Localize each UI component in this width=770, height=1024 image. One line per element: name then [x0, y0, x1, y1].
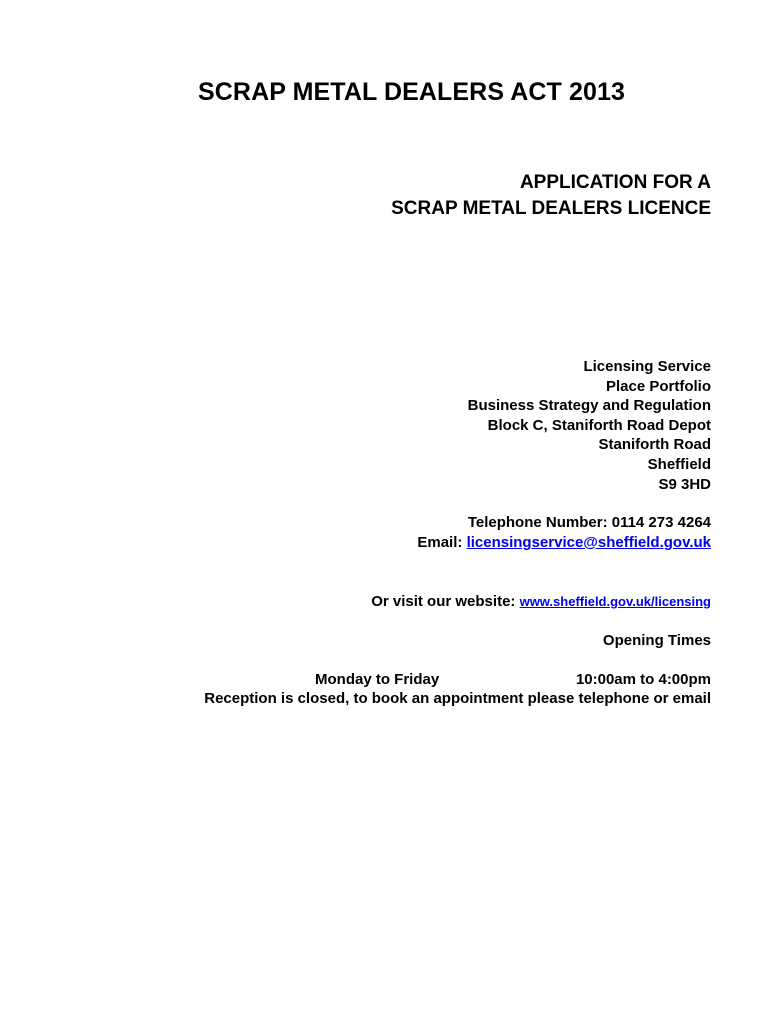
address-line-postcode: S9 3HD — [658, 475, 711, 493]
address-line-service: Licensing Service — [583, 358, 711, 375]
address-line-street: Staniforth Road — [598, 436, 711, 454]
email-label: Email: — [417, 534, 467, 551]
opening-times-heading: Opening Times — [602, 632, 711, 649]
address-block — [468, 357, 711, 494]
telephone-line: Telephone Number: 0114 273 4264 — [467, 514, 711, 531]
address-line-building: Block C, Staniforth Road Depot — [487, 416, 711, 434]
document-subtitle — [391, 170, 711, 222]
website-link[interactable]: www.sheffield.gov.uk/licensing — [519, 594, 711, 609]
subtitle-line-1: APPLICATION FOR A — [519, 172, 711, 193]
opening-hours: 10:00am to 4:00pm — [575, 671, 711, 688]
website-line — [371, 592, 711, 612]
document-title: SCRAP METAL DEALERS ACT 2013 — [198, 78, 625, 106]
contact-block — [417, 513, 711, 553]
address-line-department: Business Strategy and Regulation — [467, 397, 711, 415]
email-line — [417, 533, 711, 553]
address-line-city: Sheffield — [647, 455, 711, 473]
subtitle-line-2: SCRAP METAL DEALERS LICENCE — [391, 198, 711, 219]
website-label: Or visit our website: — [371, 593, 520, 610]
reception-note: Reception is closed, to book an appointment please telephone or email — [204, 690, 711, 707]
opening-days: Monday to Friday — [315, 671, 440, 688]
email-link[interactable]: licensingservice@sheffield.gov.uk — [466, 534, 711, 551]
address-line-portfolio: Place Portfolio — [605, 377, 711, 395]
